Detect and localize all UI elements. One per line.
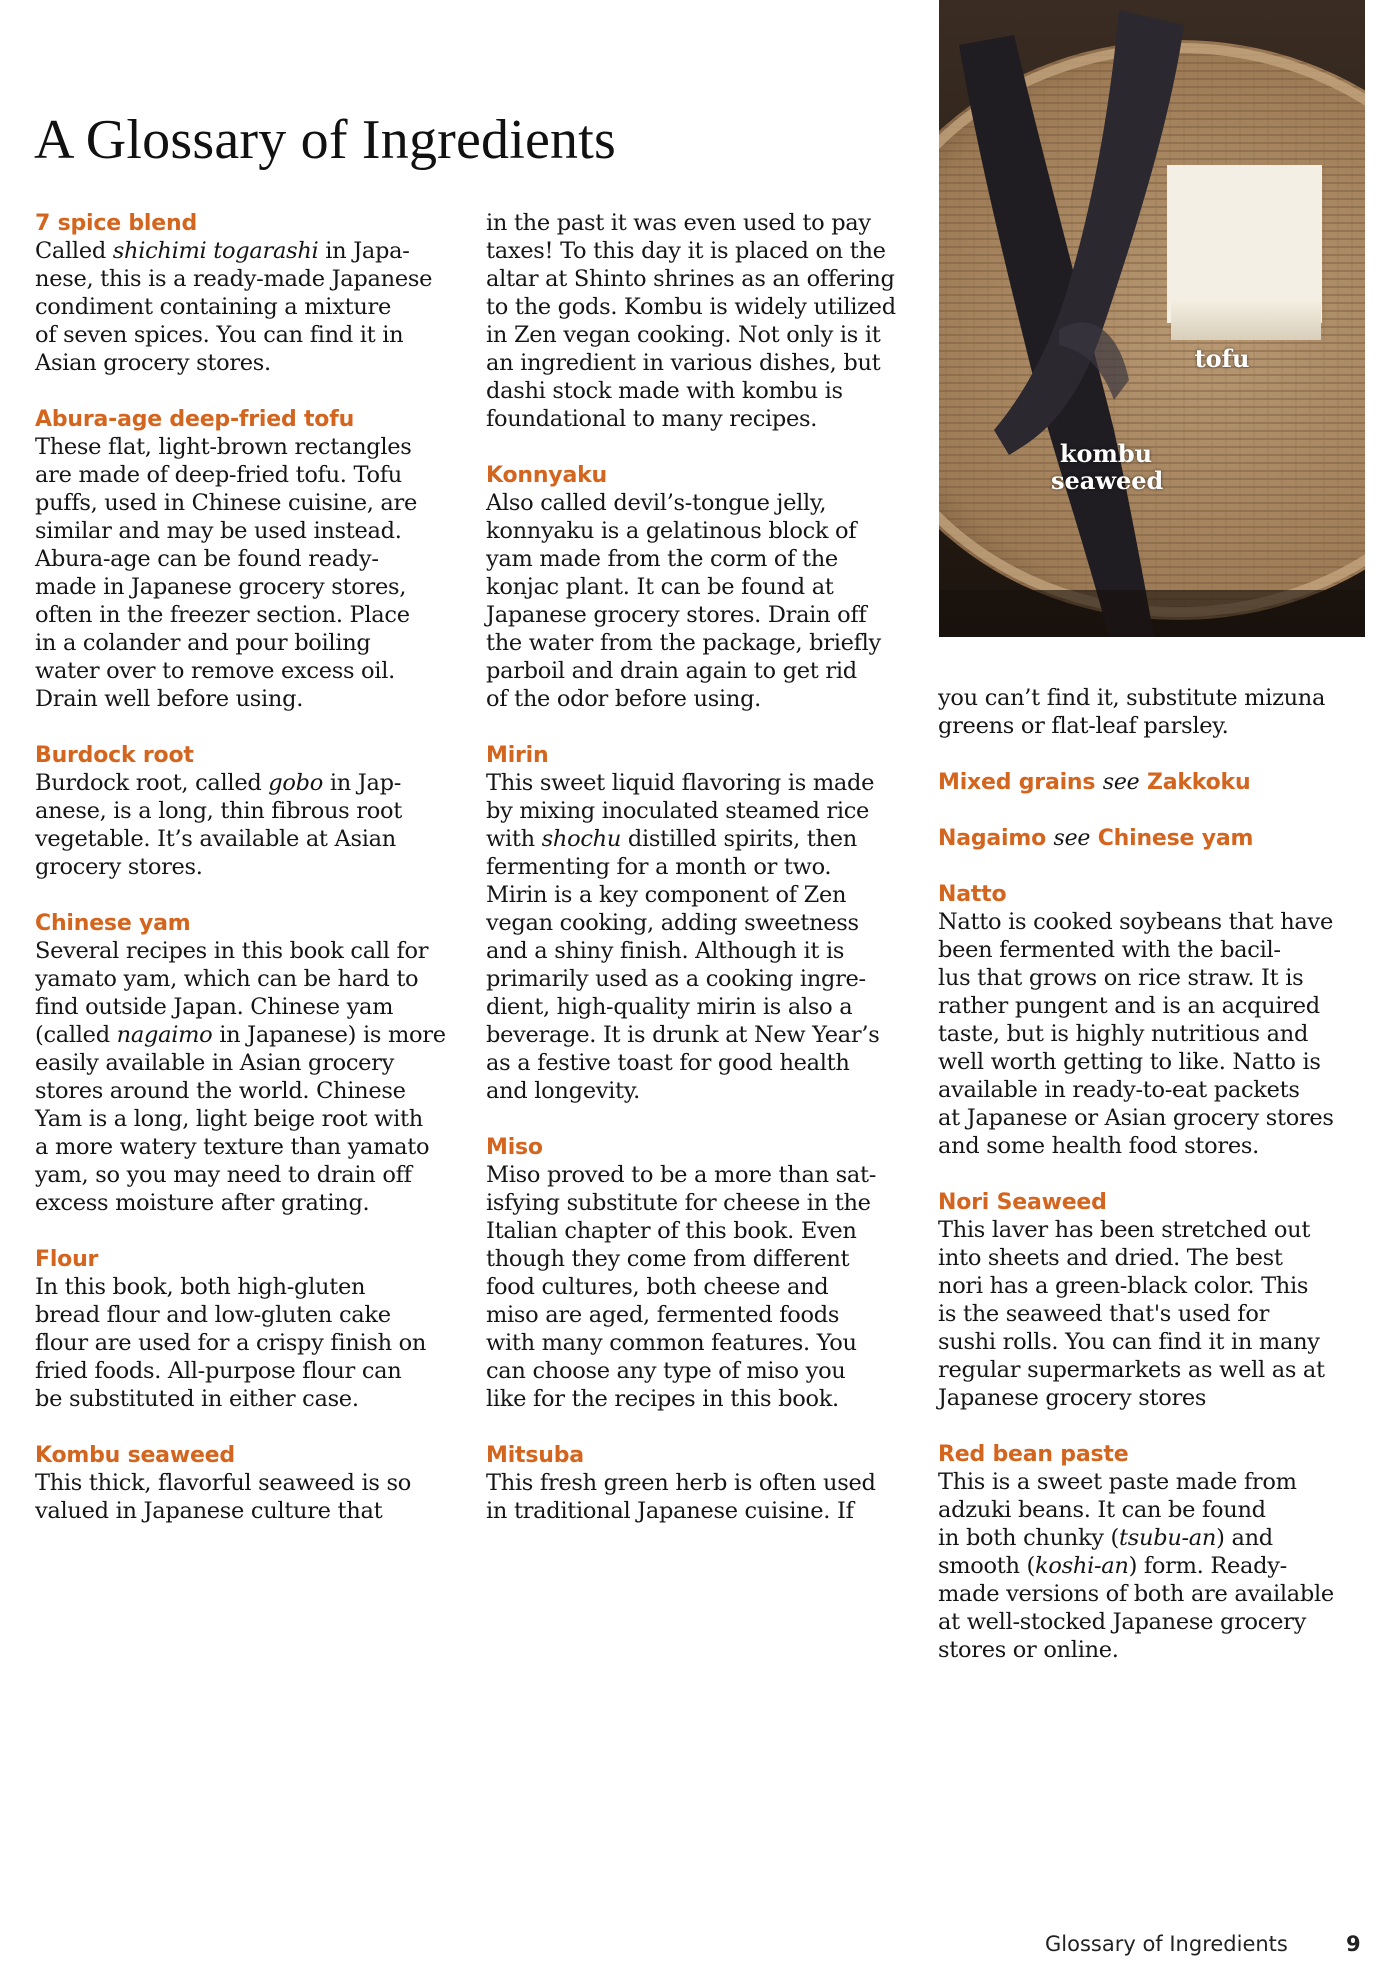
entry-text-line: excess moisture after grating.	[35, 1190, 370, 1216]
entry-text-line: beverage. It is drunk at New Year’s	[486, 1022, 880, 1048]
entry-text-line: sushi rolls. You can find it in many	[938, 1329, 1320, 1355]
entry-text-line: stores or online.	[938, 1637, 1119, 1663]
entry-text-line: into sheets and dried. The best	[938, 1245, 1283, 1271]
entry-text-line: This laver has been stretched out	[938, 1217, 1311, 1243]
entry-text-line: made versions of both are available	[938, 1581, 1334, 1607]
entry-text-line: well worth getting to like. Natto is	[938, 1049, 1321, 1075]
entry-heading: Nori Seaweed	[938, 1190, 1107, 1215]
kombu-label-line-1: kombu	[1059, 439, 1153, 468]
entry-text-line: been fermented with the bacil-	[938, 937, 1281, 963]
entry-text-line: Asian grocery stores.	[35, 350, 271, 376]
entry-text-line: primarily used as a cooking ingre-	[486, 966, 866, 992]
entry-text-line: This thick, flavorful seaweed is so	[35, 1470, 411, 1496]
entry-text-line: Italian chapter of this book. Even	[486, 1218, 857, 1244]
entry-heading: Mitsuba	[486, 1443, 584, 1468]
entry-text-line: (called nagaimo in Japanese) is more	[35, 1022, 446, 1048]
tofu-label: tofu	[1194, 344, 1250, 373]
entry-text-line: In this book, both high-gluten	[35, 1274, 366, 1300]
entry-text-line: Burdock root, called gobo in Jap-	[35, 770, 402, 796]
entry-heading: Natto	[938, 882, 1007, 907]
entry-text-line: vegetable. It’s available at Asian	[35, 826, 396, 852]
entry-text-line: lus that grows on rice straw. It is	[938, 965, 1304, 991]
entry-text-line: water over to remove excess oil.	[35, 658, 395, 684]
entry-text-line: dashi stock made with kombu is	[486, 378, 843, 404]
photo-illustration	[939, 0, 1365, 637]
entry-text-line: Natto is cooked soybeans that have	[938, 909, 1333, 935]
entry-text-line: with shochu distilled spirits, then	[486, 826, 857, 852]
entry-text-line: This is a sweet paste made from	[938, 1469, 1297, 1495]
entry-text-line: made in Japanese grocery stores,	[35, 574, 407, 600]
entry-text-line: often in the freezer section. Place	[35, 602, 410, 628]
entry-text-line: like for the recipes in this book.	[486, 1386, 839, 1412]
entry-text-line: the water from the package, briefly	[486, 630, 881, 656]
entry-text-line: in both chunky (tsubu-an) and	[938, 1525, 1273, 1551]
entry-text-line: Yam is a long, light beige root with	[35, 1106, 423, 1132]
entry-heading: Abura-age deep-fried tofu	[35, 407, 355, 432]
entry-text-line: in a colander and pour boiling	[35, 630, 371, 656]
entry-text-line: similar and may be used instead.	[35, 518, 402, 544]
entry-text-line: altar at Shinto shrines as an offering	[486, 266, 895, 292]
entry-heading: 7 spice blend	[35, 211, 197, 236]
entry-heading: Mixed grains see Zakkoku	[938, 770, 1251, 795]
entry-text-line: as a festive toast for good health	[486, 1050, 850, 1076]
entry-heading: Konnyaku	[486, 463, 607, 488]
entry-text-line: is the seaweed that's used for	[938, 1301, 1270, 1327]
entry-text-line: nese, this is a ready-made Japanese	[35, 266, 433, 292]
entry-text-line: grocery stores.	[35, 854, 203, 880]
entry-text-line: by mixing inoculated steamed rice	[486, 798, 870, 824]
entry-text-line: and some health food stores.	[938, 1133, 1259, 1159]
entry-text-line: Mirin is a key component of Zen	[486, 882, 847, 908]
entry-text-line: Also called devil’s-tongue jelly,	[486, 490, 827, 516]
entry-text-line: an ingredient in various dishes, but	[486, 350, 881, 376]
entry-text-line: fried foods. All-purpose flour can	[35, 1358, 402, 1384]
entry-text-line: condiment containing a mixture	[35, 294, 391, 320]
entry-text-line: yam made from the corm of the	[486, 546, 838, 572]
entry-text-line: These flat, light-brown rectangles	[35, 434, 412, 460]
entry-text-line: at well-stocked Japanese grocery	[938, 1609, 1306, 1635]
entry-heading: Burdock root	[35, 743, 194, 768]
entry-text-line: find outside Japan. Chinese yam	[35, 994, 394, 1020]
entry-heading: Red bean paste	[938, 1442, 1129, 1467]
entry-text-line: in Zen vegan cooking. Not only is it	[486, 322, 881, 348]
entry-text-line: at Japanese or Asian grocery stores	[938, 1105, 1334, 1131]
entry-text-line: in the past it was even used to pay	[486, 210, 871, 236]
entry-text-line: with many common features. You	[486, 1330, 857, 1356]
entry-heading: Nagaimo see Chinese yam	[938, 826, 1254, 851]
entry-text-line: flour are used for a crispy finish on	[35, 1330, 427, 1356]
running-head: Glossary of Ingredients	[1045, 1932, 1288, 1956]
entry-text-line: foundational to many recipes.	[486, 406, 818, 432]
entry-text-line: dient, high-quality mirin is also a	[486, 994, 853, 1020]
entry-text-line: miso are aged, fermented foods	[486, 1302, 840, 1328]
entry-text-line: Japanese grocery stores	[938, 1385, 1207, 1411]
entry-text-line: you can’t find it, substitute mizuna	[938, 685, 1326, 711]
kombu-label-line-2: seaweed	[1051, 466, 1164, 495]
entry-text-line: greens or flat-leaf parsley.	[938, 713, 1229, 739]
page-title: A Glossary of Ingredients	[34, 109, 617, 171]
entry-text-line: rather pungent and is an acquired	[938, 993, 1320, 1019]
entry-text-line: konnyaku is a gelatinous block of	[486, 518, 857, 544]
entry-text-line: taste, but is highly nutritious and	[938, 1021, 1309, 1047]
entry-text-line: Several recipes in this book call for	[35, 938, 429, 964]
entry-text-line: to the gods. Kombu is widely utilized	[486, 294, 896, 320]
page-number: 9	[1346, 1932, 1361, 1956]
entry-text-line: This sweet liquid flavoring is made	[486, 770, 875, 796]
entry-text-line: adzuki beans. It can be found	[938, 1497, 1266, 1523]
entry-text-line: can choose any type of miso you	[486, 1358, 846, 1384]
entry-text-line: smooth (koshi-an) form. Ready-	[938, 1553, 1287, 1579]
entry-text-line: isfying substitute for cheese in the	[486, 1190, 871, 1216]
entry-text-line: Japanese grocery stores. Drain off	[486, 602, 867, 628]
entry-text-line: Called shichimi togarashi in Japa-	[35, 238, 410, 264]
entry-text-line: anese, is a long, thin fibrous root	[35, 798, 402, 824]
entry-text-line: yam, so you may need to drain off	[35, 1162, 412, 1188]
entry-text-line: Abura-age can be found ready-	[35, 546, 379, 572]
entry-text-line: regular supermarkets as well as at	[938, 1357, 1325, 1383]
entry-heading: Kombu seaweed	[35, 1443, 235, 1468]
entry-text-line: a more watery texture than yamato	[35, 1134, 430, 1160]
tofu-block	[1167, 165, 1322, 340]
entry-text-line: nori has a green-black color. This	[938, 1273, 1309, 1299]
entry-text-line: and a shiny finish. Although it is	[486, 938, 845, 964]
entry-text-line: in traditional Japanese cuisine. If	[486, 1498, 854, 1524]
entry-text-line: puffs, used in Chinese cuisine, are	[35, 490, 417, 516]
entry-heading: Chinese yam	[35, 911, 191, 936]
kombu-tofu-photo	[939, 0, 1365, 637]
entry-text-line: be substituted in either case.	[35, 1386, 359, 1412]
entry-text-line: Drain well before using.	[35, 686, 304, 712]
entry-text-line: and longevity.	[486, 1078, 641, 1104]
kombu-label	[1051, 439, 1164, 495]
entry-text-line: valued in Japanese culture that	[35, 1498, 383, 1524]
entry-heading: Mirin	[486, 743, 549, 768]
entry-text-line: are made of deep-fried tofu. Tofu	[35, 462, 402, 488]
entry-text-line: vegan cooking, adding sweetness	[486, 910, 859, 936]
entry-heading: Flour	[35, 1247, 99, 1272]
entry-text-line: food cultures, both cheese and	[486, 1274, 829, 1300]
entry-text-line: bread flour and low-gluten cake	[35, 1302, 391, 1328]
entry-text-line: konjac plant. It can be found at	[486, 574, 834, 600]
entry-heading: Miso	[486, 1135, 543, 1160]
entry-text-line: stores around the world. Chinese	[35, 1078, 406, 1104]
entry-text-line: parboil and drain again to get rid	[486, 658, 857, 684]
entry-text-line: of the odor before using.	[486, 686, 762, 712]
entry-text-line: Miso proved to be a more than sat-	[486, 1162, 877, 1188]
entry-text-line: available in ready-to-eat packets	[938, 1077, 1300, 1103]
entry-text-line: though they come from different	[486, 1246, 850, 1272]
entry-text-line: taxes! To this day it is placed on the	[486, 238, 886, 264]
entry-text-line: of seven spices. You can find it in	[35, 322, 404, 348]
entry-text-line: easily available in Asian grocery	[35, 1050, 395, 1076]
entry-text-line: fermenting for a month or two.	[486, 854, 832, 880]
entry-text-line: This fresh green herb is often used	[486, 1470, 876, 1496]
entry-text-line: yamato yam, which can be hard to	[35, 966, 419, 992]
